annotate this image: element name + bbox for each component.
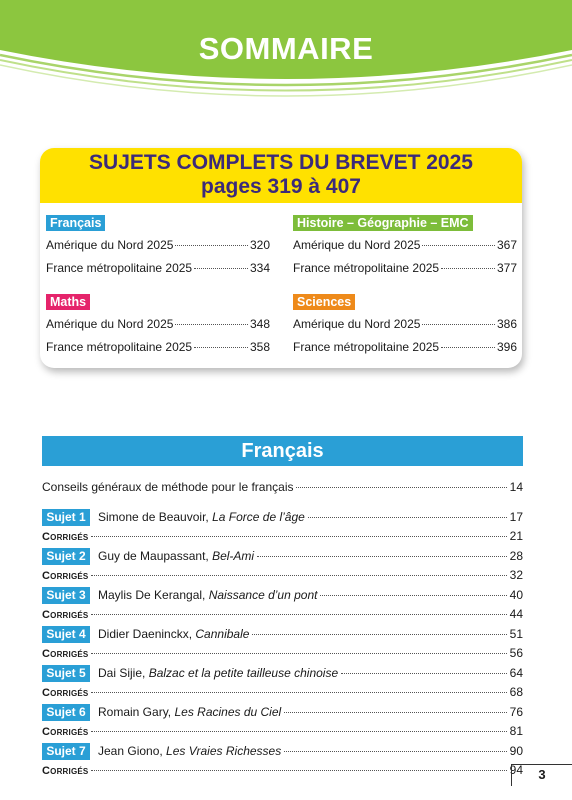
- brevet-group-sciences: [293, 293, 517, 361]
- toc-entry-corriges[interactable]: Corrigés 68: [42, 685, 523, 699]
- toc-entry-corriges[interactable]: Corrigés 32: [42, 568, 523, 582]
- toc-entry-sujet[interactable]: Sujet 3 Maylis De Kerangal, Naissance d’un pont 40: [42, 586, 523, 605]
- toc-entry[interactable]: France métropolitaine 2025 334: [46, 261, 270, 275]
- sujet-badge: Sujet 2: [42, 548, 90, 565]
- toc-entry[interactable]: Amérique du Nord 2025 386: [293, 317, 517, 331]
- brevet-pages: pages 319 à 407: [201, 175, 361, 198]
- sujet-badge: Sujet 1: [42, 509, 90, 526]
- sujet-badge: Sujet 4: [42, 626, 90, 643]
- sujet-badge: Sujet 6: [42, 704, 90, 721]
- brevet-group-histoire: [293, 214, 517, 282]
- subject-tag: Français: [46, 215, 105, 231]
- toc-entry-sujet[interactable]: Sujet 2 Guy de Maupassant, Bel-Ami 28: [42, 547, 523, 566]
- sujet-badge: Sujet 5: [42, 665, 90, 682]
- toc-entry[interactable]: Amérique du Nord 2025 348: [46, 317, 270, 331]
- brevet-group-maths: [46, 293, 270, 361]
- toc-entry-corriges[interactable]: Corrigés 21: [42, 529, 523, 543]
- subject-tag: Maths: [46, 294, 90, 310]
- toc-entry-conseils[interactable]: Conseils généraux de méthode pour le français 14: [42, 480, 523, 494]
- toc-entry-sujet[interactable]: Sujet 4 Didier Daeninckx, Cannibale 51: [42, 625, 523, 644]
- brevet-card: [40, 148, 522, 368]
- header: [0, 0, 572, 100]
- toc-entry-sujet[interactable]: Sujet 5 Dai Sijie, Balzac et la petite tailleuse chinoise 64: [42, 664, 523, 683]
- brevet-card-header: [40, 148, 522, 203]
- toc-entry[interactable]: Amérique du Nord 2025 367: [293, 238, 517, 252]
- toc-entry[interactable]: France métropolitaine 2025 358: [46, 340, 270, 354]
- page-number: 3: [511, 764, 572, 786]
- toc-entry-corriges[interactable]: Corrigés 56: [42, 646, 523, 660]
- toc-entry-sujet[interactable]: Sujet 6 Romain Gary, Les Racines du Ciel 76: [42, 703, 523, 722]
- toc-entry-corriges[interactable]: Corrigés 94: [42, 763, 523, 777]
- toc-entry-sujet[interactable]: Sujet 1 Simone de Beauvoir, La Force de l’âge 17: [42, 508, 523, 527]
- brevet-group-francais: [46, 214, 270, 282]
- sujet-badge: Sujet 3: [42, 587, 90, 604]
- subject-tag: Histoire – Géographie – EMC: [293, 215, 473, 231]
- brevet-title: SUJETS COMPLETS DU BREVET 2025: [89, 151, 473, 174]
- toc-entry-corriges[interactable]: Corrigés 44: [42, 607, 523, 621]
- sujet-badge: Sujet 7: [42, 743, 90, 760]
- toc-entry[interactable]: France métropolitaine 2025 396: [293, 340, 517, 354]
- section-title-francais: Français: [42, 436, 523, 466]
- subject-tag: Sciences: [293, 294, 355, 310]
- page-title: SOMMAIRE: [198, 31, 374, 66]
- francais-toc: [42, 478, 523, 781]
- toc-entry[interactable]: Amérique du Nord 2025 320: [46, 238, 270, 252]
- toc-entry[interactable]: France métropolitaine 2025 377: [293, 261, 517, 275]
- toc-entry-sujet[interactable]: Sujet 7 Jean Giono, Les Vraies Richesses 90: [42, 742, 523, 761]
- toc-entry-corriges[interactable]: Corrigés 81: [42, 724, 523, 738]
